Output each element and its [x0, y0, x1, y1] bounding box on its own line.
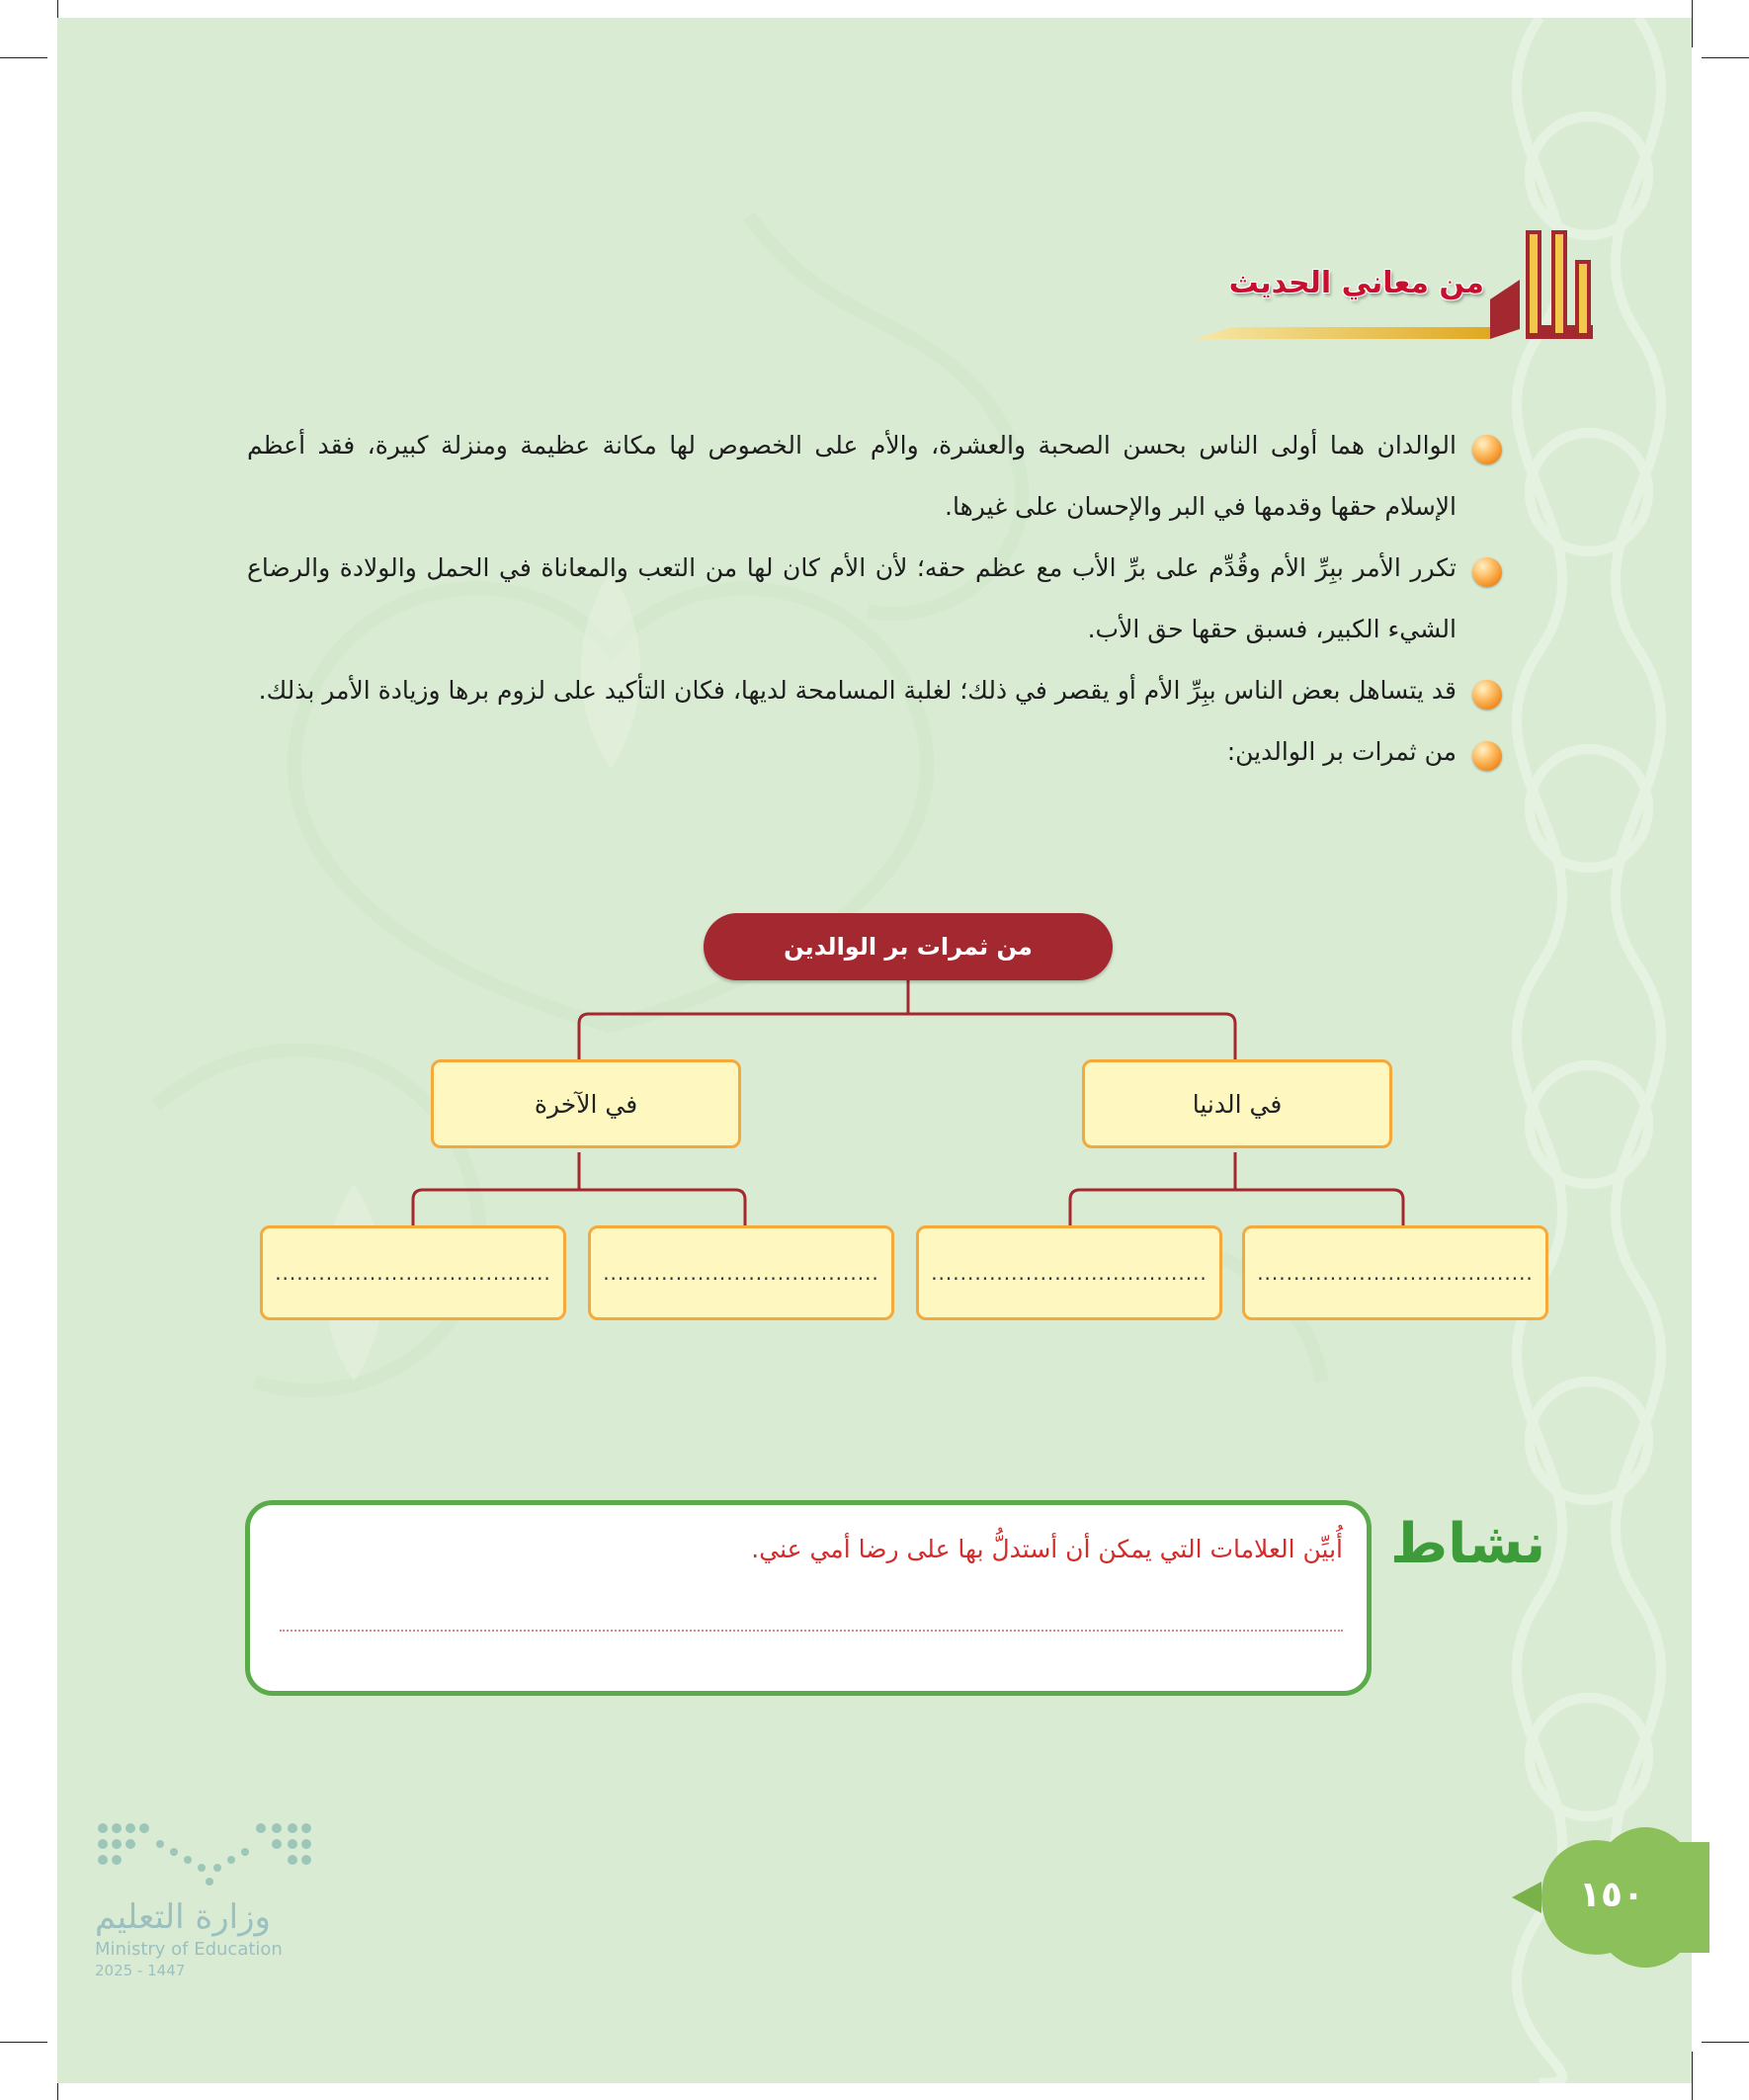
list-item-text: من ثمرات بر الوالدين: — [1226, 737, 1457, 766]
activity-label: نشاط — [1390, 1512, 1546, 1576]
bullet-dot-icon — [1472, 741, 1502, 771]
list-item — [247, 538, 1502, 660]
ministry-name-en: Ministry of Education — [95, 1939, 283, 1960]
bullet-list — [247, 415, 1502, 783]
crop-mark — [1692, 2052, 1693, 2100]
activity-question: أُبيِّن العلامات التي يمكن أن أستدلُّ بها على رضا أمي عني. — [751, 1535, 1343, 1563]
list-item-text: الوالدان هما أولى الناس بحسن الصحبة والعشرة، والأم على الخصوص لها مكانة عظيمة ومنزلة كبيرة، فقد أعظم الإسلام حقها وقدمها في البر والإحسان على غيرها. — [247, 431, 1457, 521]
diagram-leaf[interactable]: ...................................... — [260, 1225, 566, 1320]
bullet-dot-icon — [1472, 557, 1502, 587]
diagram-root: من ثمرات بر الوالدين — [704, 913, 1113, 980]
list-item-text: تكرر الأمر ببِرِّ الأم وقُدِّم على برِّ الأب مع عظم حقه؛ لأن الأم كان لها من التعب والمعاناة في الحمل والولادة والرضاع الشيء الكبير، فسبق حقها حق الأب. — [247, 553, 1457, 643]
heading-title: من معاني الحديث — [1228, 266, 1484, 300]
page-number: ١٥٠ — [1579, 1875, 1644, 1915]
bullet-dot-icon — [1472, 680, 1502, 710]
list-item — [247, 415, 1502, 538]
crop-mark — [1692, 0, 1693, 47]
crop-mark — [1702, 57, 1749, 58]
crop-mark — [1702, 2042, 1749, 2043]
activity-box — [245, 1500, 1372, 1696]
ministry-logo — [95, 1818, 352, 1979]
list-item — [247, 660, 1502, 721]
section-heading — [1194, 230, 1593, 347]
crop-mark — [0, 57, 47, 58]
diagram-branch-akhira: في الآخرة — [431, 1059, 741, 1148]
bullet-dot-icon — [1472, 435, 1502, 464]
ministry-dots-icon — [95, 1818, 312, 1890]
answer-line[interactable] — [280, 1630, 1343, 1632]
diagram-branch-dunya: في الدنيا — [1082, 1059, 1392, 1148]
diagram-leaf[interactable]: ...................................... — [588, 1225, 894, 1320]
diagram-leaf[interactable]: ...................................... — [916, 1225, 1222, 1320]
ministry-year: 2025 - 1447 — [95, 1962, 186, 1979]
list-item-text: قد يتساهل بعض الناس ببِرِّ الأم أو يقصر في ذلك؛ لغلبة المسامحة لديها، فكان التأكيد على لزوم برها وزيادة الأمر بذلك. — [258, 676, 1457, 705]
page — [57, 18, 1692, 2083]
diagram-leaf[interactable]: ...................................... — [1242, 1225, 1548, 1320]
ministry-name-ar: وزارة التعليم — [95, 1897, 271, 1937]
crop-mark — [0, 2042, 47, 2043]
list-item — [247, 721, 1502, 783]
